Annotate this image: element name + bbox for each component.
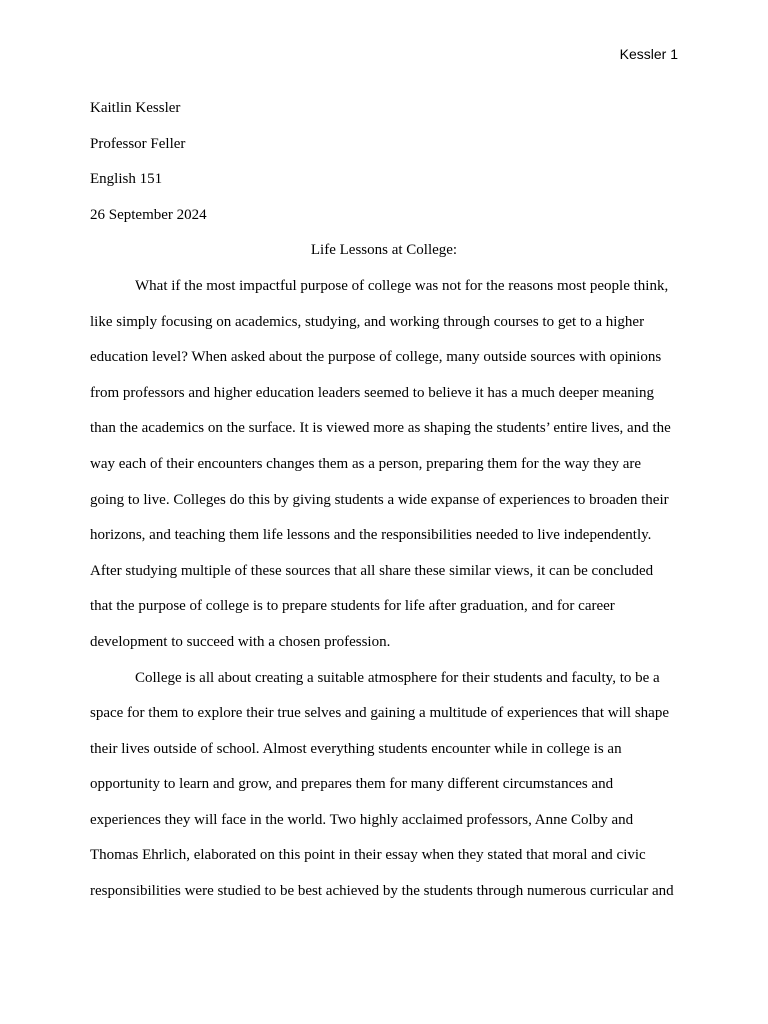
paragraph-line: their lives outside of school. Almost everything students encounter while in college is an: [90, 740, 622, 757]
paragraph-line: from professors and higher education leaders seemed to believe it has a much deeper meaning: [90, 384, 654, 401]
instructor-name: Professor Feller: [90, 135, 186, 152]
paragraph-line: that the purpose of college is to prepare students for life after graduation, and for career: [90, 598, 615, 615]
paragraph-1: [90, 269, 690, 661]
paragraph-line: development to succeed with a chosen profession.: [90, 633, 391, 650]
paragraph-line: What if the most impactful purpose of college was not for the reasons most people think,: [135, 277, 669, 294]
paragraph-line: education level? When asked about the purpose of college, many outside sources with opinions: [90, 349, 662, 366]
essay-title: Life Lessons at College:: [310, 242, 458, 259]
course-name: English 151: [90, 171, 163, 188]
paragraph-line: way each of their encounters changes them as a person, preparing them for the way they are: [90, 455, 642, 472]
paragraph-line: going to live. Colleges do this by giving students a wide expanse of experiences to broaden their: [90, 491, 669, 508]
essay-date: 26 September 2024: [90, 206, 207, 223]
author-name: Kaitlin Kessler: [90, 100, 181, 116]
paragraph-line: than the academics on the surface. It is viewed more as shaping the students’ entire lives, and the: [90, 420, 671, 437]
essay-body: [90, 91, 690, 910]
paragraph-line: horizons, and teaching them life lessons and the responsibilities needed to live independently.: [90, 527, 652, 544]
running-head: Kessler 1: [619, 46, 678, 62]
paragraph-line: After studying multiple of these sources that all share these similar views, it can be concluded: [90, 562, 654, 579]
paragraph-line: experiences they will face in the world. Two highly acclaimed professors, Anne Colby and: [90, 811, 634, 828]
paragraph-line: Thomas Ehrlich, elaborated on this point in their essay when they stated that moral and civic: [90, 847, 646, 864]
paragraph-line: opportunity to learn and grow, and prepares them for many different circumstances and: [90, 776, 614, 793]
paragraph-line: space for them to explore their true selves and gaining a multitude of experiences that will shape: [90, 705, 669, 722]
paragraph-2: [90, 661, 690, 910]
paragraph-line: College is all about creating a suitable atmosphere for their students and faculty, to be a: [135, 669, 660, 686]
paragraph-line: like simply focusing on academics, studying, and working through courses to get to a higher: [90, 313, 645, 330]
paragraph-line: responsibilities were studied to be best achieved by the students through numerous curricular and: [90, 883, 674, 900]
